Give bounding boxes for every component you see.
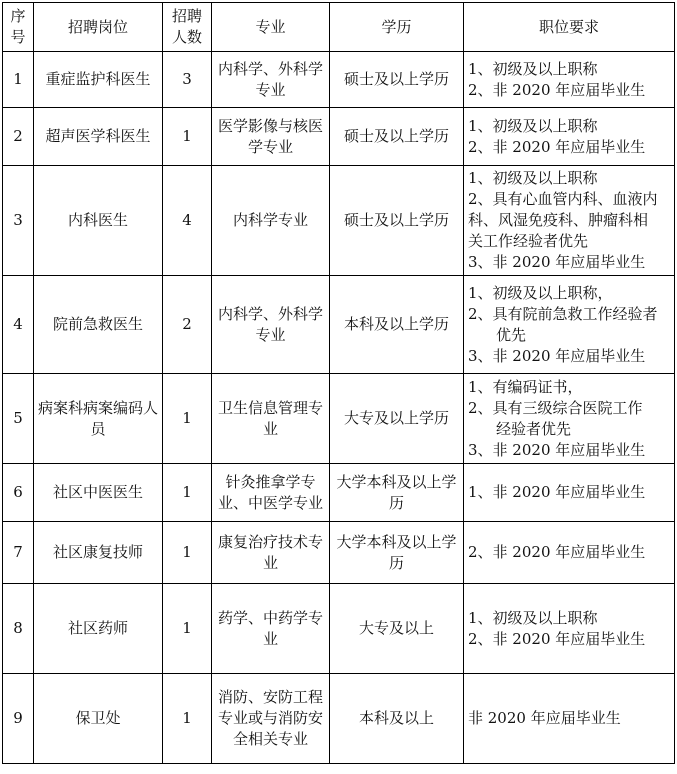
row-requirements bbox=[464, 464, 675, 522]
row-index: 4 bbox=[3, 276, 34, 374]
row-count: 1 bbox=[163, 522, 212, 584]
requirement-line: 2、非 2020 年应届毕业生 bbox=[468, 629, 646, 648]
row-position: 保卫处 bbox=[34, 674, 163, 764]
row-major: 康复治疗技术专业 bbox=[212, 522, 330, 584]
row-education: 大学本科及以上学历 bbox=[330, 522, 464, 584]
row-education: 大学本科及以上学历 bbox=[330, 464, 464, 522]
requirement-line: 1、有编码证书， bbox=[468, 377, 583, 396]
row-count: 1 bbox=[163, 674, 212, 764]
requirement-line: 1、初级及以上职称 bbox=[468, 59, 598, 78]
header-education bbox=[330, 3, 464, 52]
row-education: 本科及以上学历 bbox=[330, 276, 464, 374]
row-requirements bbox=[464, 276, 675, 374]
header-major bbox=[212, 3, 330, 52]
row-education: 大专及以上学历 bbox=[330, 374, 464, 464]
row-major: 内科学、外科学专业 bbox=[212, 276, 330, 374]
row-count: 2 bbox=[163, 276, 212, 374]
requirement-line: 2、非 2020 年应届毕业生 bbox=[468, 137, 646, 156]
requirement-line: 3、非 2020 年应届毕业生 bbox=[468, 440, 646, 459]
row-count: 1 bbox=[163, 374, 212, 464]
requirement-line: 优先 bbox=[496, 325, 527, 344]
row-requirements bbox=[464, 522, 675, 584]
row-count: 4 bbox=[163, 166, 212, 276]
row-major: 消防、安防工程专业或与消防安全相关专业 bbox=[212, 674, 330, 764]
row-index: 6 bbox=[3, 464, 34, 522]
header-index bbox=[3, 3, 34, 52]
row-major: 针灸推拿学专业、中医学专业 bbox=[212, 464, 330, 522]
row-requirements bbox=[464, 108, 675, 166]
requirement-line: 2、具有心血管内科、血液内 bbox=[468, 190, 658, 208]
row-position: 社区药师 bbox=[34, 584, 163, 674]
header-education-text: 学历 bbox=[381, 17, 412, 36]
row-education: 本科及以上 bbox=[330, 674, 464, 764]
row-index: 5 bbox=[3, 374, 34, 464]
requirement-line: 科、风湿免疫科、肿瘤科相 bbox=[468, 211, 649, 229]
row-index: 2 bbox=[3, 108, 34, 166]
requirement-line: 关工作经验者优先 bbox=[468, 232, 589, 250]
row-index: 3 bbox=[3, 166, 34, 276]
header-major-text: 专业 bbox=[255, 17, 286, 36]
row-requirements bbox=[464, 584, 675, 674]
table-row bbox=[3, 276, 675, 374]
header-requirements-text: 职位要求 bbox=[538, 17, 599, 36]
requirement-line: 1、初级及以上职称 bbox=[468, 116, 598, 135]
requirement-line: 2、具有院前急救工作经验者 bbox=[468, 304, 658, 323]
table-row bbox=[3, 522, 675, 584]
row-count: 1 bbox=[163, 584, 212, 674]
requirement-line: 1、非 2020 年应届毕业生 bbox=[468, 483, 646, 501]
row-requirements bbox=[464, 52, 675, 108]
requirement-line: 1、初级及以上职称 bbox=[468, 169, 598, 187]
row-major: 药学、中药学专业 bbox=[212, 584, 330, 674]
header-index-text: 序 号 bbox=[10, 7, 26, 46]
header-requirements bbox=[464, 3, 675, 52]
row-index: 8 bbox=[3, 584, 34, 674]
row-requirements bbox=[464, 166, 675, 276]
requirement-line: 1、初级及以上职称 bbox=[468, 608, 598, 627]
row-position: 重症监护科医生 bbox=[34, 52, 163, 108]
row-major: 内科学、外科学专业 bbox=[212, 52, 330, 108]
table-row bbox=[3, 674, 675, 764]
row-position: 社区康复技师 bbox=[34, 522, 163, 584]
requirement-line: 1、初级及以上职称， bbox=[468, 283, 613, 302]
requirement-line: 2、非 2020 年应届毕业生 bbox=[468, 80, 646, 99]
row-position: 病案科病案编码人员 bbox=[34, 374, 163, 464]
row-education: 硕士及以上学历 bbox=[330, 166, 464, 276]
row-major: 卫生信息管理专业 bbox=[212, 374, 330, 464]
requirement-line: 2、具有三级综合医院工作 bbox=[468, 398, 643, 417]
table-row bbox=[3, 584, 675, 674]
requirement-line: 2、非 2020 年应届毕业生 bbox=[468, 543, 646, 561]
row-education: 大专及以上 bbox=[330, 584, 464, 674]
row-education: 硕士及以上学历 bbox=[330, 108, 464, 166]
header-position-text: 招聘岗位 bbox=[67, 17, 128, 36]
row-index: 7 bbox=[3, 522, 34, 584]
requirement-line: 非 2020 年应届毕业生 bbox=[468, 709, 621, 727]
requirement-line: 经验者优先 bbox=[496, 419, 572, 438]
row-count: 3 bbox=[163, 52, 212, 108]
header-position bbox=[34, 3, 163, 52]
row-major: 医学影像与核医学专业 bbox=[212, 108, 330, 166]
row-education: 硕士及以上学历 bbox=[330, 52, 464, 108]
table-row bbox=[3, 108, 675, 166]
requirement-line: 3、非 2020 年应届毕业生 bbox=[468, 253, 646, 271]
table-row bbox=[3, 52, 675, 108]
row-count: 1 bbox=[163, 464, 212, 522]
table-row bbox=[3, 374, 675, 464]
row-requirements bbox=[464, 674, 675, 764]
row-position: 社区中医医生 bbox=[34, 464, 163, 522]
table-row bbox=[3, 166, 675, 276]
row-requirements bbox=[464, 374, 675, 464]
recruitment-table bbox=[2, 2, 675, 764]
requirement-line: 3、非 2020 年应届毕业生 bbox=[468, 346, 646, 365]
row-index: 1 bbox=[3, 52, 34, 108]
table-row bbox=[3, 464, 675, 522]
row-count: 1 bbox=[163, 108, 212, 166]
row-position: 院前急救医生 bbox=[34, 276, 163, 374]
header-count-text: 招聘 人数 bbox=[171, 7, 202, 46]
row-position: 超声医学科医生 bbox=[34, 108, 163, 166]
row-position: 内科医生 bbox=[34, 166, 163, 276]
header-count bbox=[163, 3, 212, 52]
row-major: 内科学专业 bbox=[212, 166, 330, 276]
table-header-row bbox=[3, 3, 675, 52]
row-index: 9 bbox=[3, 674, 34, 764]
